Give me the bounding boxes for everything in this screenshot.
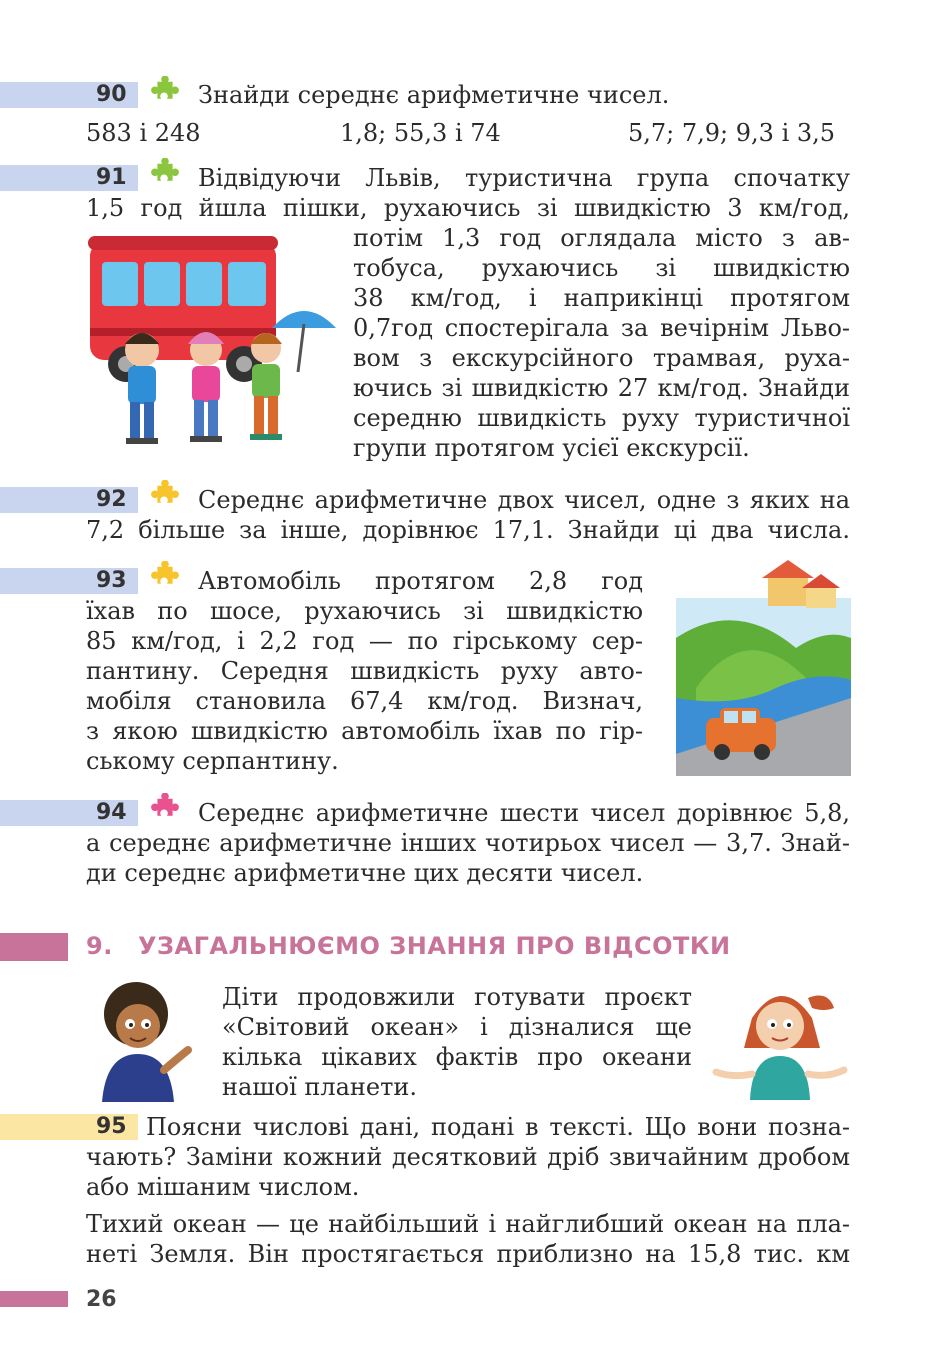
intro-line: кілька цікавих фактів про океани (222, 1043, 692, 1071)
task-line: вом з екскурсійного трамвая, руха- (353, 344, 850, 372)
intro-line: «Світовий океан» і дізналися ще (222, 1013, 692, 1041)
car-hills-illustration (676, 558, 851, 776)
passage-line: неті Земля. Він простягається приблизно на 15,8 тис. км (86, 1240, 850, 1268)
task-line: Середнє арифметичне шести чисел дорівнює 5,8, (198, 799, 850, 827)
task-line: мобіля становила 67,4 км/год. Визнач, (86, 687, 643, 715)
task-line: ди середнє арифметичне цих десяти чисел. (86, 859, 644, 887)
task-line: 0,7год спостерігала за вечірнім Льво- (353, 314, 850, 342)
task-number: 91 (96, 165, 127, 190)
task-item: 583 і 248 (86, 119, 201, 147)
task-number: 93 (96, 568, 127, 593)
task-line: Автомобіль протягом 2,8 год (198, 567, 643, 595)
task-line: їхав по шосе, рухаючись зі швидкістю (86, 597, 643, 625)
task-line: з якою швидкістю автомобіль їхав по гір- (86, 717, 643, 745)
bus-tourists-illustration (84, 232, 339, 450)
pink-puzzle-icon (146, 793, 184, 831)
section-number: 9. (86, 932, 113, 960)
task-line: групи протягом усієї екскурсії. (353, 434, 750, 462)
task-number: 92 (96, 487, 127, 512)
task-line: середню швидкість руху туристичної (353, 404, 850, 432)
page-number-bar (0, 1291, 68, 1307)
intro-line: Діти продовжили готувати проєкт (222, 983, 692, 1011)
task-line: 38 км/год, і наприкінці протягом (353, 284, 850, 312)
task-line: пантину. Середня швидкість руху авто- (86, 657, 643, 685)
task-item: 5,7; 7,9; 9,3 і 3,5 (628, 119, 836, 147)
passage-line: Тихий океан — це найбільший і найглибший океан на пла- (86, 1210, 850, 1238)
task-line: Відвідуючи Львів, туристична група спочатку (198, 164, 850, 192)
green-puzzle-icon (146, 76, 184, 114)
task-number: 90 (96, 82, 127, 107)
boy-illustration (94, 980, 194, 1102)
task-number: 95 (96, 1114, 127, 1139)
section-title: УЗАГАЛЬНЮЄМО ЗНАННЯ ПРО ВІДСОТКИ (138, 932, 731, 960)
girl-illustration (712, 978, 850, 1100)
page-number: 26 (86, 1287, 117, 1312)
task-number: 94 (96, 800, 127, 825)
section-heading-bar (0, 933, 68, 961)
intro-line: нашої планети. (222, 1073, 418, 1101)
yellow-puzzle-icon (146, 561, 184, 599)
yellow-puzzle-icon (146, 480, 184, 518)
task-line: тобуса, рухаючись зі швидкістю (353, 254, 850, 282)
task-line: 85 км/год, і 2,2 год — по гірському сер- (86, 627, 643, 655)
task-item: 1,8; 55,3 і 74 (340, 119, 501, 147)
task-line: 1,5 год йшла пішки, рухаючись зі швидкістю 3 км/год, (86, 194, 850, 222)
task-line: потім 1,3 год оглядала місто з ав- (353, 224, 850, 252)
green-puzzle-icon (146, 158, 184, 196)
task-line: Середнє арифметичне двох чисел, одне з яких на (198, 486, 850, 514)
task-line: або мішаним числом. (86, 1173, 360, 1201)
task-line: ючись зі швидкістю 27 км/год. Знайди (353, 374, 850, 402)
task-line: 7,2 більше за інше, дорівнює 17,1. Знайди ці два числа. (86, 516, 850, 544)
task-text: Знайди середнє арифметичне чисел. (198, 81, 670, 109)
task-line: чають? Заміни кожний десятковий дріб звичайним дробом (86, 1143, 850, 1171)
task-line: ському серпантину. (86, 747, 339, 775)
task-line: а середнє арифметичне інших чотирьох чисел — 3,7. Знай- (86, 829, 850, 857)
task-line: Поясни числові дані, подані в тексті. Що вони позна- (146, 1113, 850, 1141)
